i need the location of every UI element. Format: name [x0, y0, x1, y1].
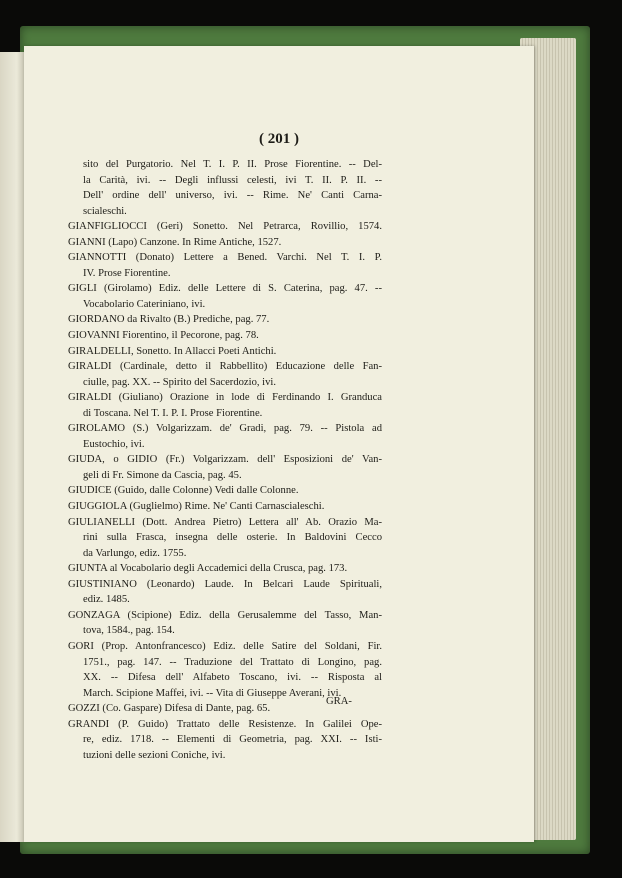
- text-line: March. Scipione Maffei, ivi. -- Vita di Giuseppe Averani, ivi.: [83, 687, 342, 699]
- text-line: GIUDICE (Guido, dalle Colonne) Vedi dalle Colonne.: [68, 485, 299, 497]
- text-line: GIRALDI (Giuliano) Orazione in lode di Ferdinando I. Granduca: [68, 392, 382, 404]
- text-line: GIGLI (Girolamo) Ediz. delle Lettere di S. Caterina, pag. 47. --: [68, 283, 382, 295]
- text-line: GIRALDELLI, Sonetto. In Allacci Poeti Antichi.: [68, 345, 277, 357]
- text-line: GIUDA, o GIDIO (Fr.) Volgarizzam. dell' Esposizioni de' Van-: [68, 454, 382, 466]
- text-line: GORI (Prop. Antonfrancesco) Ediz. delle Satire del Soldani, Fir.: [68, 640, 382, 652]
- text-line: GIUSTINIANO (Leonardo) Laude. In Belcari Laude Spirituali,: [68, 578, 382, 590]
- text-line: ediz. 1485.: [83, 594, 130, 606]
- text-line: GIRALDI (Cardinale, detto il Rabbellito) Educazione delle Fan-: [68, 361, 382, 373]
- text-line: GIULIANELLI (Dott. Andrea Pietro) Lettera all' Ab. Orazio Ma-: [68, 516, 382, 528]
- text-line: Vocabolario Cateriniano, ivi.: [83, 298, 206, 310]
- text-line: XX. -- Difesa dell' Alfabeto Toscano, ivi. -- Risposta al: [83, 672, 382, 684]
- text-line: da Varlungo, ediz. 1755.: [83, 547, 187, 559]
- text-line: rini sulla Frasca, insegna delle osterie. In Baldovini Cecco: [83, 532, 382, 544]
- text-line: Eustochio, ivi.: [83, 438, 145, 450]
- catchword: GRA-: [326, 696, 352, 707]
- text-line: tova, 1584., pag. 154.: [83, 625, 175, 637]
- text-line: ciulle, pag. XX. -- Spirito del Sacerdozio, ivi.: [83, 376, 276, 388]
- text-line: GONZAGA (Scipione) Ediz. della Gerusalemme del Tasso, Man-: [68, 609, 382, 621]
- text-line: la Carità, ivi. -- Degli influssi celesti, ivi T. II. P. II. --: [83, 174, 382, 186]
- text-line: IV. Prose Fiorentine.: [83, 267, 171, 279]
- text-line: GIOVANNI Fiorentino, il Pecorone, pag. 78.: [68, 330, 259, 342]
- text-line: GIROLAMO (S.) Volgarizzam. de' Gradi, pag. 79. -- Pistola ad: [68, 423, 382, 435]
- text-line: GIUGGIOLA (Guglielmo) Rime. Ne' Canti Carnascialeschi.: [68, 501, 325, 513]
- text-line: GIANNOTTI (Donato) Lettere a Bened. Varchi. Nel T. I. P.: [68, 252, 382, 264]
- text-line: geli di Fr. Simone da Cascia, pag. 45.: [83, 469, 242, 481]
- text-line: tuzioni delle sezioni Coniche, ivi.: [83, 749, 226, 761]
- text-line: GRANDI (P. Guido) Trattato delle Resistenze. In Galilei Ope-: [68, 718, 382, 730]
- text-line: di Toscana. Nel T. I. P. I. Prose Fiorentine.: [83, 407, 263, 419]
- text-line: GIUNTA al Vocabolario degli Accademici della Crusca, pag. 173.: [68, 563, 348, 575]
- index-entries: [68, 157, 382, 763]
- text-line: re, ediz. 1718. -- Elementi di Geometria, pag. XXI. -- Isti-: [83, 734, 382, 746]
- book-page: [24, 46, 534, 842]
- page-number: ( 201 ): [259, 131, 299, 147]
- text-line: GIANNI (Lapo) Canzone. In Rime Antiche, 1527.: [68, 236, 282, 248]
- text-line: GIANFIGLIOCCI (Geri) Sonetto. Nel Petrarca, Rovillio, 1574.: [68, 221, 382, 233]
- text-line: GOZZI (Co. Gaspare) Difesa di Dante, pag. 65.: [68, 703, 271, 715]
- text-line: GIORDANO da Rivalto (B.) Prediche, pag. 77.: [68, 314, 270, 326]
- text-line: 1751., pag. 147. -- Traduzione del Trattato di Longino, pag.: [83, 656, 382, 668]
- text-line: scialeschi.: [83, 205, 127, 217]
- facing-page-edge: [0, 52, 24, 842]
- text-line: Dell' ordine dell' universo, ivi. -- Rime. Ne' Canti Carna-: [83, 190, 382, 202]
- text-line: sito del Purgatorio. Nel T. I. P. II. Prose Fiorentine. -- Del-: [83, 159, 382, 170]
